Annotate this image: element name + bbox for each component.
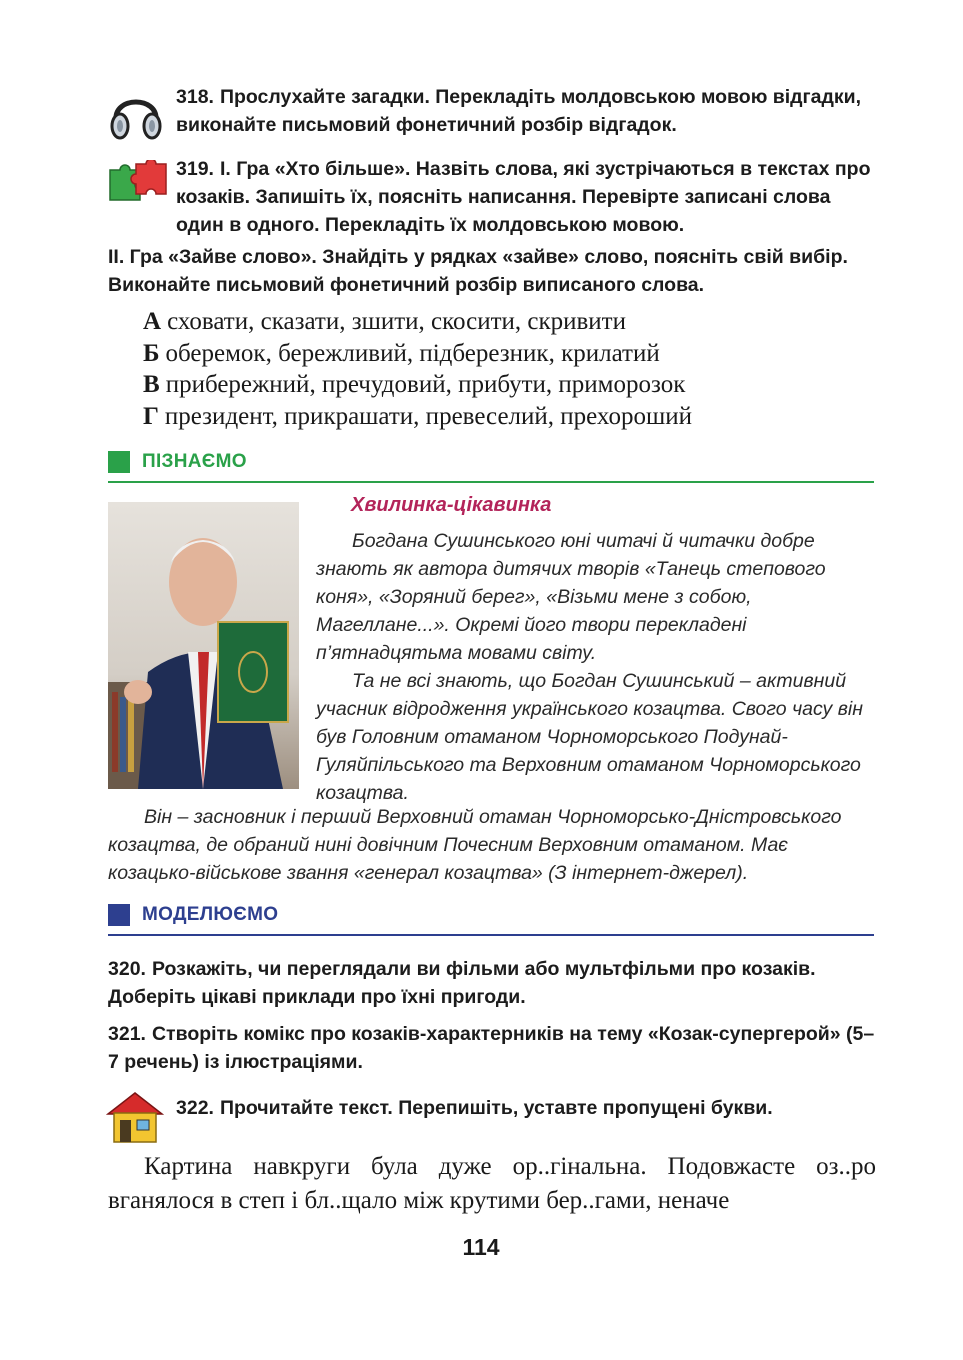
section-heading-model [108,904,278,926]
word-row [143,306,883,338]
passage-text: Картина навкруги була дуже ор..гінальна. Подовжасте оз..ро вганялося в степ і бл..щало між крутими бер..гами, неначе [108,1153,876,1214]
task-text: II. Гра «Зайве слово». Знайдіть у рядках «зайве» слово, поясніть свій вибір. Виконайте письмовий фонетичний розбір виписаного слова. [108,246,848,296]
task-text: Розкажіть, чи переглядали ви фільми або мультфільми про козаків. Доберіть цікаві приклади про їхні пригоди. [108,958,816,1008]
task-number: 320. [108,958,146,980]
task-322 [176,1094,876,1122]
task-text: Прослухайте загадки. Перекладіть молдовською мовою відгадки, виконайте письмовий фонетичний розбір відгадок. [176,86,862,136]
word-row [143,338,883,370]
word-rows [143,306,883,432]
author-photo [108,502,299,789]
task-319-part2 [108,243,878,299]
task-number: 321. [108,1023,146,1045]
task-number: 319. [176,158,214,180]
section-divider [108,934,874,936]
task-text: Прочитайте текст. Перепишіть, уставте пропущені букви. [219,1097,773,1119]
curiosity-paragraph-2: Та не всі знають, що Богдан Сушинський – активний учасник відродження українського козацтва. Свого часу він був Головним отаманом Чорноморського Подунай-Гуляйпільського та Верховним отаманом Чорноморського козацтва. [316,670,863,804]
house-icon [106,1090,164,1144]
word-row [143,369,883,401]
section-title: ПІЗНАЄМО [142,451,247,472]
section-divider [108,481,874,483]
curiosity-block [316,527,874,807]
row-letter: А [143,308,162,335]
task-321 [108,1020,878,1076]
task-number: 318. [176,86,214,108]
curiosity-paragraph-3-wrap [108,803,874,887]
headphones-icon [106,84,166,142]
section-title: МОДЕЛЮЄМО [142,904,279,925]
task-319-part1 [176,155,876,239]
blue-square-marker [108,904,130,926]
exercise-passage [108,1150,876,1218]
page-number: 114 [462,1234,500,1260]
row-letter: Г [143,402,159,430]
curiosity-paragraph-3: Він – засновник і перший Верховний отаман Чорноморсько-Дністровського козацтва, де обраний нині довічним Почесним Верховним отаманом. Має козацько-військове звання «генерал козацтва» (З інтернет-джерел). [108,806,842,884]
section-heading-learn [108,451,247,473]
task-320 [108,955,878,1011]
row-letter: В [143,371,160,398]
row-words: сховати, сказати, зшити, скосити, скривити [167,308,626,335]
task-number: 322. [176,1097,214,1119]
row-letter: Б [143,339,160,367]
curiosity-subtitle: Хвилинка-цікавинка [351,494,552,516]
green-square-marker [108,451,130,473]
row-words: оберемок, бережливий, підберезник, крилатий [165,339,660,367]
puzzle-icon [106,160,170,202]
task-text: Створіть комікс про козаків-характерників на тему «Козак-супергерой» (5–7 речень) із ілюстраціями. [108,1023,875,1073]
word-row [143,401,883,433]
row-words: президент, прикрашати, превеселий, прехороший [164,402,692,430]
task-318 [176,83,876,139]
task-text: I. Гра «Хто більше». Назвіть слова, які зустрічаються в текстах про козаків. Запишіть їх, поясніть написання. Перевірте записані слова один в одного. Перекладіть їх молдовською мовою. [176,158,871,236]
curiosity-paragraph-1: Богдана Сушинського юні читачі й читачки добре знають як автора дитячих творів «Танець степового коня», «Зоряний берег», «Візьми мене з собою, Магеллане...». Окремі його твори перекладені п’ятнадцятьма мовами світу. [316,530,826,664]
row-words: прибережний, пречудовий, прибути, приморозок [165,371,686,398]
